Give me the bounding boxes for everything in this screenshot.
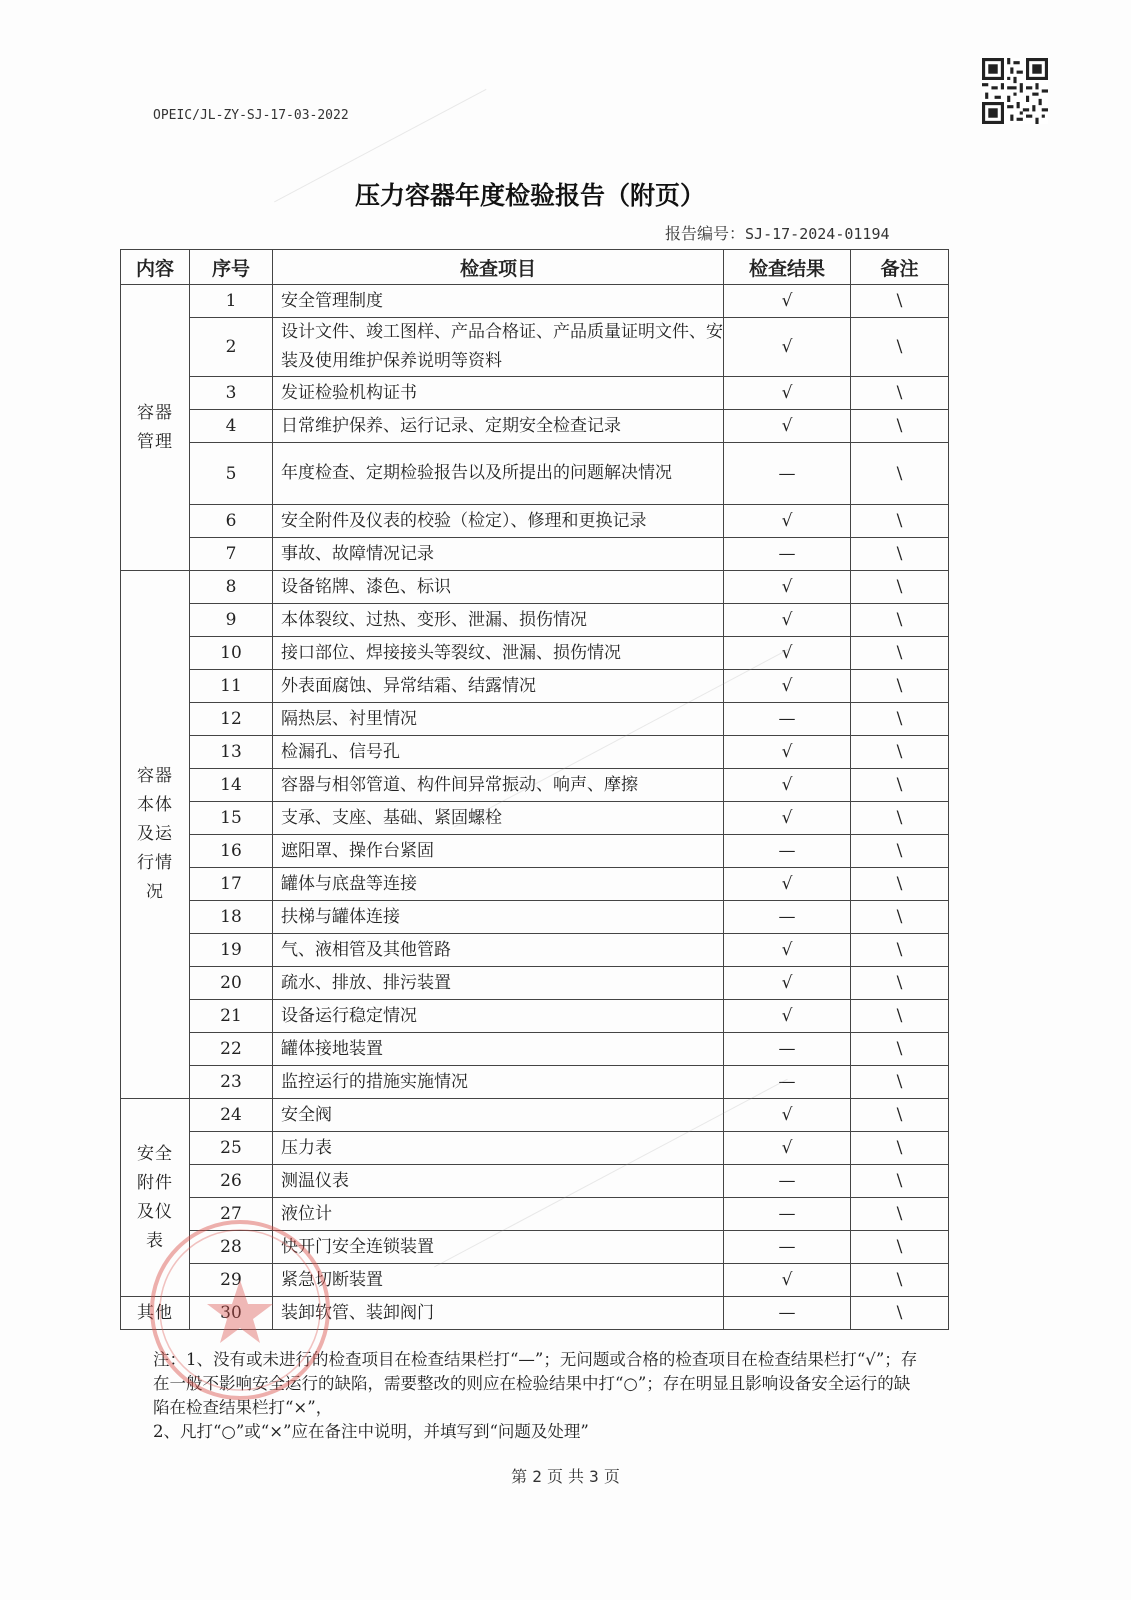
seq-cell: 18 <box>190 901 273 934</box>
result-cell: — <box>724 1033 851 1066</box>
note-cell: \ <box>851 967 949 1000</box>
table-row <box>121 670 949 703</box>
note-cell: \ <box>851 835 949 868</box>
table-row <box>121 1033 949 1066</box>
table-row <box>121 604 949 637</box>
seq-cell: 29 <box>190 1264 273 1297</box>
note-cell: \ <box>851 802 949 835</box>
report-number-label: 报告编号： <box>665 224 746 243</box>
seq-cell: 15 <box>190 802 273 835</box>
item-cell: 遮阳罩、操作台紧固 <box>273 835 724 868</box>
result-cell: √ <box>724 1264 851 1297</box>
result-cell: √ <box>724 670 851 703</box>
note-cell: \ <box>851 637 949 670</box>
result-cell: — <box>724 1165 851 1198</box>
footer-page: 2 <box>532 1467 542 1486</box>
item-cell: 安全管理制度 <box>273 285 724 318</box>
note-cell: \ <box>851 934 949 967</box>
seq-cell: 9 <box>190 604 273 637</box>
note-cell: \ <box>851 538 949 571</box>
seq-cell: 24 <box>190 1099 273 1132</box>
item-cell: 接口部位、焊接接头等裂纹、泄漏、损伤情况 <box>273 637 724 670</box>
note-cell: \ <box>851 571 949 604</box>
result-cell: √ <box>724 934 851 967</box>
item-cell: 设计文件、竣工图样、产品合格证、产品质量证明文件、安装及使用维护保养说明等资料 <box>273 318 724 377</box>
result-cell: — <box>724 1198 851 1231</box>
result-cell: √ <box>724 604 851 637</box>
header-item: 检查项目 <box>273 250 724 285</box>
note-cell: \ <box>851 443 949 505</box>
table-row <box>121 835 949 868</box>
note-cell: \ <box>851 1000 949 1033</box>
seq-cell: 30 <box>190 1297 273 1330</box>
result-cell: — <box>724 1231 851 1264</box>
result-cell: — <box>724 1066 851 1099</box>
note-cell: \ <box>851 901 949 934</box>
note-cell: \ <box>851 285 949 318</box>
item-cell: 压力表 <box>273 1132 724 1165</box>
result-cell: √ <box>724 285 851 318</box>
table-row <box>121 443 949 505</box>
header-category: 内容 <box>121 250 190 285</box>
note-2: 2、凡打“○”或“×”应在备注中说明，并填写到“问题及处理” <box>153 1422 589 1441</box>
seq-cell: 28 <box>190 1231 273 1264</box>
note-cell: \ <box>851 604 949 637</box>
seq-cell: 5 <box>190 443 273 505</box>
footer-prefix: 第 <box>511 1467 528 1486</box>
note-cell: \ <box>851 410 949 443</box>
item-cell: 罐体接地装置 <box>273 1033 724 1066</box>
result-cell: √ <box>724 1000 851 1033</box>
table-row <box>121 868 949 901</box>
table-row <box>121 802 949 835</box>
table-row <box>121 703 949 736</box>
item-cell: 设备铭牌、漆色、标识 <box>273 571 724 604</box>
result-cell: — <box>724 901 851 934</box>
item-cell: 发证检验机构证书 <box>273 377 724 410</box>
note-cell: \ <box>851 769 949 802</box>
seq-cell: 10 <box>190 637 273 670</box>
result-cell: — <box>724 703 851 736</box>
item-cell: 气、液相管及其他管路 <box>273 934 724 967</box>
header-result: 检查结果 <box>724 250 851 285</box>
seq-cell: 3 <box>190 377 273 410</box>
result-cell: — <box>724 835 851 868</box>
item-cell: 监控运行的措施实施情况 <box>273 1066 724 1099</box>
seq-cell: 21 <box>190 1000 273 1033</box>
header-seq: 序号 <box>190 250 273 285</box>
qr-code-icon <box>982 58 1048 124</box>
note-cell: \ <box>851 670 949 703</box>
seq-cell: 17 <box>190 868 273 901</box>
table-header-row <box>121 250 949 285</box>
note-cell: \ <box>851 1099 949 1132</box>
result-cell: √ <box>724 967 851 1000</box>
table-row <box>121 1099 949 1132</box>
table-row <box>121 538 949 571</box>
item-cell: 年度检查、定期检验报告以及所提出的问题解决情况 <box>273 443 724 505</box>
table-row <box>121 285 949 318</box>
table-row <box>121 410 949 443</box>
seq-cell: 14 <box>190 769 273 802</box>
result-cell: √ <box>724 802 851 835</box>
inspection-table <box>120 249 949 1330</box>
seq-cell: 20 <box>190 967 273 1000</box>
seq-cell: 19 <box>190 934 273 967</box>
result-cell: √ <box>724 637 851 670</box>
item-cell: 装卸软管、装卸阀门 <box>273 1297 724 1330</box>
seq-cell: 26 <box>190 1165 273 1198</box>
table-row <box>121 505 949 538</box>
item-cell: 测温仪表 <box>273 1165 724 1198</box>
note-cell: \ <box>851 1231 949 1264</box>
item-cell: 疏水、排放、排污装置 <box>273 967 724 1000</box>
page-footer <box>0 1464 1131 1487</box>
result-cell: √ <box>724 318 851 377</box>
item-cell: 液位计 <box>273 1198 724 1231</box>
table-row <box>121 1132 949 1165</box>
note-cell: \ <box>851 1066 949 1099</box>
result-cell: √ <box>724 1099 851 1132</box>
footer-total: 3 <box>589 1467 599 1486</box>
category-cell: 容器 本体 及运 行情 况 <box>121 571 190 1099</box>
item-cell: 外表面腐蚀、异常结霜、结露情况 <box>273 670 724 703</box>
item-cell: 罐体与底盘等连接 <box>273 868 724 901</box>
table-row <box>121 1066 949 1099</box>
item-cell: 支承、支座、基础、紧固螺栓 <box>273 802 724 835</box>
seq-cell: 11 <box>190 670 273 703</box>
item-cell: 快开门安全连锁装置 <box>273 1231 724 1264</box>
result-cell: √ <box>724 410 851 443</box>
table-row <box>121 571 949 604</box>
seq-cell: 4 <box>190 410 273 443</box>
footer-suffix: 页 <box>603 1467 620 1486</box>
report-number-value: SJ-17-2024-01194 <box>745 225 890 243</box>
item-cell: 紧急切断装置 <box>273 1264 724 1297</box>
note-cell: \ <box>851 377 949 410</box>
note-cell: \ <box>851 1132 949 1165</box>
result-cell: √ <box>724 377 851 410</box>
result-cell: √ <box>724 1132 851 1165</box>
table-row <box>121 318 949 377</box>
page-title: 压力容器年度检验报告（附页） <box>354 181 705 210</box>
item-cell: 隔热层、衬里情况 <box>273 703 724 736</box>
table-row <box>121 637 949 670</box>
seq-cell: 7 <box>190 538 273 571</box>
seq-cell: 16 <box>190 835 273 868</box>
result-cell: — <box>724 538 851 571</box>
seq-cell: 12 <box>190 703 273 736</box>
category-cell: 安全 附件 及仪 表 <box>121 1099 190 1297</box>
item-cell: 日常维护保养、运行记录、定期安全检查记录 <box>273 410 724 443</box>
footer-mid: 页 共 <box>546 1467 585 1486</box>
item-cell: 扶梯与罐体连接 <box>273 901 724 934</box>
table-row <box>121 901 949 934</box>
result-cell: — <box>724 443 851 505</box>
note-1: 注：1、没有或未进行的检查项目在检查结果栏打“—”；无问题或合格的检查项目在检查结果栏打“√”；存在一般不影响安全运行的缺陷，需要整改的则应在检验结果中打“○”；存在明显且影响设备安全运行的缺陷在检查结果栏打“×”， <box>153 1350 918 1417</box>
note-cell: \ <box>851 1198 949 1231</box>
item-cell: 安全阀 <box>273 1099 724 1132</box>
note-cell: \ <box>851 703 949 736</box>
seq-cell: 22 <box>190 1033 273 1066</box>
result-cell: √ <box>724 868 851 901</box>
result-cell: — <box>724 1297 851 1330</box>
table-row <box>121 377 949 410</box>
seq-cell: 8 <box>190 571 273 604</box>
header-note: 备注 <box>851 250 949 285</box>
item-cell: 检漏孔、信号孔 <box>273 736 724 769</box>
result-cell: √ <box>724 571 851 604</box>
official-seal-icon <box>140 1210 340 1410</box>
item-cell: 设备运行稳定情况 <box>273 1000 724 1033</box>
seq-cell: 13 <box>190 736 273 769</box>
seq-cell: 2 <box>190 318 273 377</box>
category-cell: 其他 <box>121 1297 190 1330</box>
category-cell: 容器 管理 <box>121 285 190 571</box>
seq-cell: 1 <box>190 285 273 318</box>
table-row <box>121 967 949 1000</box>
seq-cell: 27 <box>190 1198 273 1231</box>
seq-cell: 23 <box>190 1066 273 1099</box>
table-row <box>121 934 949 967</box>
seq-cell: 25 <box>190 1132 273 1165</box>
item-cell: 安全附件及仪表的校验（检定）、修理和更换记录 <box>273 505 724 538</box>
note-cell: \ <box>851 868 949 901</box>
table-body <box>121 285 949 1330</box>
result-cell: √ <box>724 736 851 769</box>
note-cell: \ <box>851 1264 949 1297</box>
item-cell: 容器与相邻管道、构件间异常振动、响声、摩擦 <box>273 769 724 802</box>
note-cell: \ <box>851 1165 949 1198</box>
note-cell: \ <box>851 1033 949 1066</box>
note-cell: \ <box>851 736 949 769</box>
note-cell: \ <box>851 318 949 377</box>
result-cell: √ <box>724 769 851 802</box>
document-code: OPEIC/JL-ZY-SJ-17-03-2022 <box>153 108 349 123</box>
result-cell: √ <box>724 505 851 538</box>
seq-cell: 6 <box>190 505 273 538</box>
table-row <box>121 1000 949 1033</box>
note-cell: \ <box>851 505 949 538</box>
note-cell: \ <box>851 1297 949 1330</box>
item-cell: 本体裂纹、过热、变形、泄漏、损伤情况 <box>273 604 724 637</box>
item-cell: 事故、故障情况记录 <box>273 538 724 571</box>
report-number <box>665 221 890 244</box>
